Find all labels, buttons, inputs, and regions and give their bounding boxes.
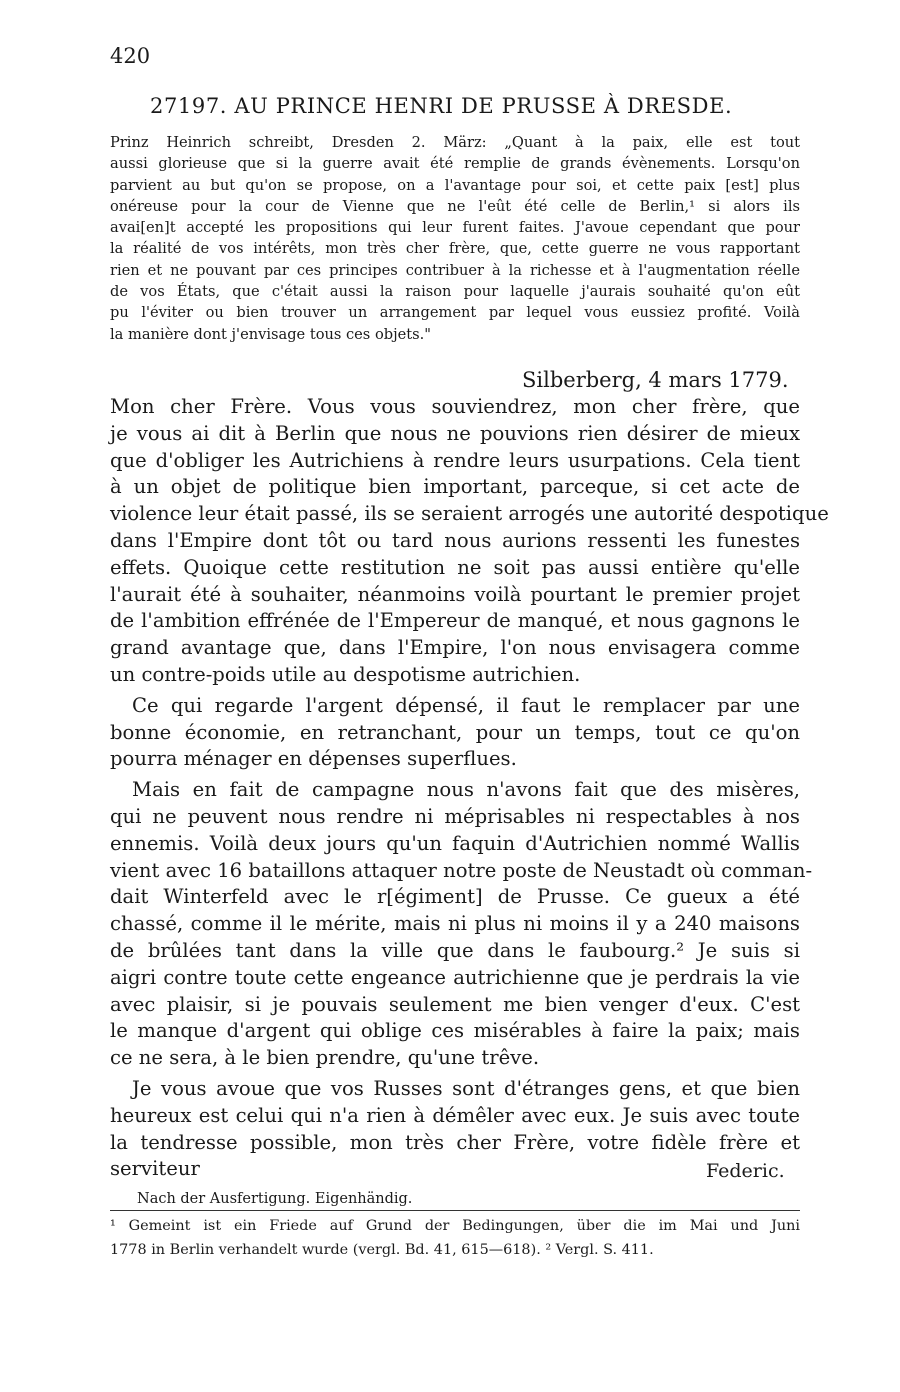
- page-number: 420: [110, 44, 151, 68]
- intro-line: parvient au but qu'on se propose, on a l'avantage pour soi, et cette paix [est] plus: [110, 176, 800, 194]
- intro-line: aussi glorieuse que si la guerre avait été remplie de grands évènements. Lorsqu'on: [110, 155, 800, 173]
- paragraph: [110, 394, 829, 689]
- body-line: que d'obliger les Autrichiens à rendre leurs usurpations. Cela tient: [110, 448, 800, 472]
- paragraph: [110, 693, 800, 773]
- body-line: violence leur était passé, ils se seraient arrogés une autorité despotique: [110, 502, 829, 526]
- body-line: le manque d'argent qui oblige ces misérables à faire la paix; mais: [110, 1019, 800, 1043]
- body-line: un contre-poids utile au despotisme autrichien.: [110, 662, 581, 686]
- body-line: Ce qui regarde l'argent dépensé, il faut le remplacer par une: [132, 693, 800, 717]
- body-line: serviteur: [110, 1157, 200, 1181]
- paragraph: [110, 777, 813, 1072]
- footnote-line: 1778 in Berlin verhandelt wurde (vergl. Bd. 41, 615—618). ² Vergl. S. 411.: [110, 1242, 654, 1258]
- intro-line: Prinz Heinrich schreibt, Dresden 2. März: „Quant à la paix, elle est tout: [110, 134, 800, 151]
- intro-line: la manière dont j'envisage tous ces objets.": [110, 325, 431, 343]
- intro-summary: [110, 132, 800, 345]
- body-line: de brûlées tant dans la ville que dans le faubourg.² Je suis si: [110, 938, 800, 962]
- body-line: qui ne peuvent nous rendre ni méprisables ni respectables à nos: [110, 804, 800, 828]
- body-line: aigri contre toute cette engeance autrichienne que je perdrais la vie: [110, 965, 800, 989]
- footnotes: [110, 1214, 800, 1262]
- letter-body: [110, 394, 829, 1183]
- body-line: je vous ai dit à Berlin que nous ne pouvions rien désirer de mieux: [110, 421, 800, 445]
- intro-line: onéreuse pour la cour de Vienne que ne l'eût été celle de Berlin,¹ si alors ils: [110, 197, 800, 215]
- source-note: Nach der Ausfertigung. Eigenhändig.: [137, 1191, 413, 1207]
- intro-line: de vos États, que c'était aussi la raison pour laquelle j'aurais souhaité qu'on eût: [110, 283, 800, 301]
- footnote-divider: [110, 1210, 800, 1211]
- body-line: ennemis. Voilà deux jours qu'un faquin d'Autrichien nommé Wallis: [110, 831, 800, 855]
- intro-line: avai[en]t accepté les propositions qui leur furent faites. J'avoue cependant que pour: [110, 219, 800, 237]
- body-line: pourra ménager en dépenses superflues.: [110, 747, 517, 771]
- dateline: Silberberg, 4 mars 1779.: [522, 368, 789, 392]
- intro-line: rien et ne pouvant par ces principes contribuer à la richesse et à l'augmentation réelle: [110, 261, 800, 279]
- body-line: bonne économie, en retranchant, pour un temps, tout ce qu'on: [110, 720, 800, 744]
- signature: Federic.: [706, 1160, 785, 1182]
- body-line: chassé, comme il le mérite, mais ni plus ni moins il y a 240 maisons: [110, 912, 800, 936]
- body-line: avec plaisir, si je pouvais seulement me bien venger d'eux. C'est: [110, 992, 800, 1016]
- body-line: Je vous avoue que vos Russes sont d'étranges gens, et que bien: [132, 1076, 800, 1100]
- body-line: à un objet de politique bien important, parceque, si cet acte de: [110, 475, 800, 499]
- body-line: effets. Quoique cette restitution ne soit pas aussi entière qu'elle: [110, 555, 800, 579]
- body-line: la tendresse possible, mon très cher Frère, votre fidèle frère et: [110, 1130, 800, 1154]
- paragraph: [110, 1076, 800, 1183]
- body-line: de l'ambition effrénée de l'Empereur de manqué, et nous gagnons le: [110, 609, 800, 633]
- body-line: Mon cher Frère. Vous vous souviendrez, mon cher frère, que: [110, 395, 800, 418]
- body-line: dait Winterfeld avec le r[égiment] de Prusse. Ce gueux a été: [110, 885, 800, 909]
- footnote-line: ¹ Gemeint ist ein Friede auf Grund der Bedingungen, über die im Mai und Juni: [110, 1218, 800, 1234]
- body-line: l'aurait été à souhaiter, néanmoins voilà pourtant le premier projet: [110, 582, 800, 606]
- intro-line: pu l'éviter ou bien trouver un arrangement par lequel vous eussiez profité. Voilà: [110, 304, 800, 322]
- body-line: dans l'Empire dont tôt ou tard nous aurions ressenti les funestes: [110, 528, 800, 552]
- body-line: vient avec 16 bataillons attaquer notre poste de Neustadt où comman-: [110, 858, 813, 882]
- letter-heading: 27197. AU PRINCE HENRI DE PRUSSE À DRESDE.: [150, 94, 733, 118]
- intro-line: la réalité de vos intérêts, mon très cher frère, que, cette guerre ne vous rapportant: [110, 240, 800, 258]
- body-line: heureux est celui qui n'a rien à démêler avec eux. Je suis avec toute: [110, 1103, 800, 1127]
- body-line: ce ne sera, à le bien prendre, qu'une trêve.: [110, 1046, 540, 1070]
- body-line: grand avantage que, dans l'Empire, l'on nous envisagera comme: [110, 636, 800, 660]
- body-line: Mais en fait de campagne nous n'avons fait que des misères,: [132, 778, 800, 802]
